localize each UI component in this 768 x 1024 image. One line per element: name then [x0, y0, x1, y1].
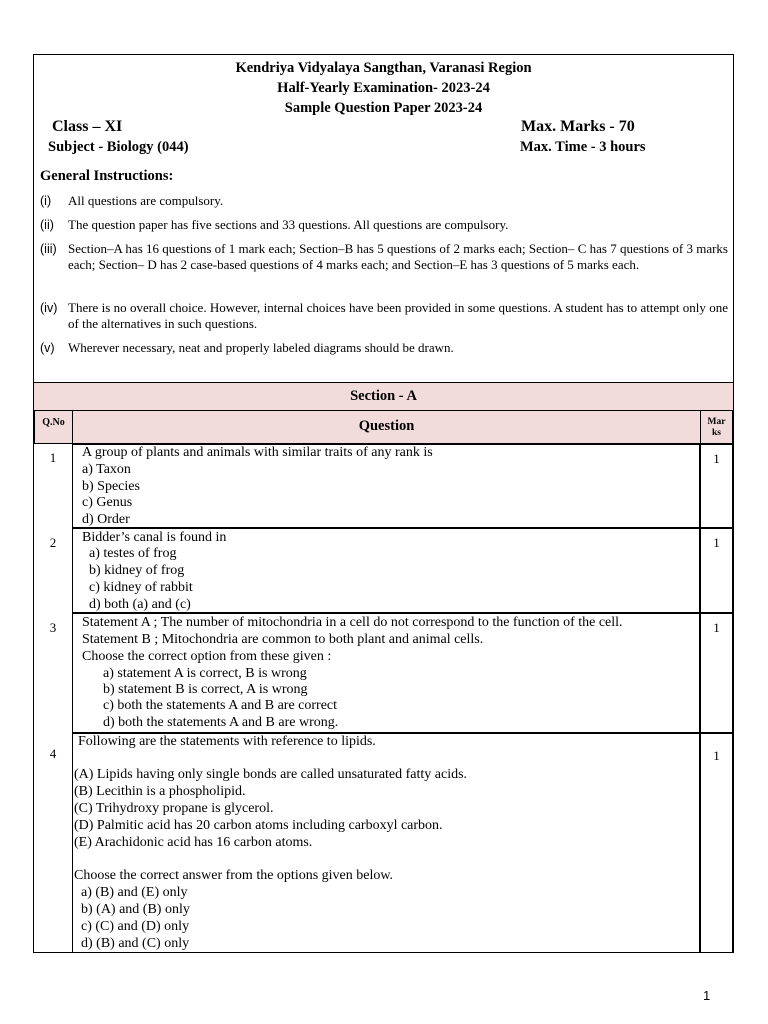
column-header-marks	[700, 410, 733, 444]
question-cell	[72, 613, 700, 733]
question-text: Choose the correct option from these given :	[82, 649, 332, 664]
qno-header-label: Q.No	[42, 417, 65, 428]
question-text: Bidder’s canal is found in	[82, 530, 227, 545]
header-exam: Half-Yearly Examination- 2023-24	[277, 80, 490, 96]
question-number: 4	[49, 746, 57, 761]
question-text: Statement A ; The number of mitochondria in a cell do not correspond to the function of the cell.	[82, 615, 623, 630]
question-number: 1	[49, 450, 57, 465]
instruction-item	[40, 340, 730, 356]
question-option: c) (C) and (D) only	[81, 919, 190, 934]
question-option: b) Species	[82, 479, 140, 494]
instruction-item	[40, 193, 730, 209]
question-option: b) (A) and (B) only	[81, 902, 190, 917]
marks-cell: 1	[700, 733, 733, 953]
question-statement: (B) Lecithin is a phospholipid.	[74, 784, 246, 799]
subject-label: Subject - Biology (044)	[48, 139, 189, 155]
question-option: d) both (a) and (c)	[89, 597, 191, 612]
instruction-text: There is no overall choice. However, internal choices have been provided in some questions. A student has to attempt only one of the alternatives in such questions.	[68, 300, 728, 331]
instructions-title: General Instructions:	[40, 168, 174, 184]
section-title: Section - A	[350, 388, 417, 404]
question-cell	[72, 528, 700, 613]
instruction-number: (ii)	[40, 218, 54, 232]
column-header-qno	[34, 410, 73, 444]
question-header-label: Question	[358, 418, 415, 434]
question-option: d) Order	[82, 512, 130, 527]
class-label: Class – XI	[52, 118, 123, 135]
question-option: c) kidney of rabbit	[89, 580, 193, 595]
instruction-number: (iii)	[40, 242, 57, 256]
max-marks: Max. Marks - 70	[521, 118, 635, 135]
question-number: 3	[49, 620, 57, 635]
question-statement: (A) Lipids having only single bonds are called unsaturated fatty acids.	[74, 767, 468, 782]
header-paper: Sample Question Paper 2023-24	[284, 100, 483, 116]
header-region: Kendriya Vidyalaya Sangthan, Varanasi Region	[235, 60, 532, 76]
instruction-item	[40, 241, 730, 291]
instruction-text: Wherever necessary, neat and properly labeled diagrams should be drawn.	[68, 340, 454, 355]
page-number: 1	[703, 988, 711, 1003]
question-cell	[72, 733, 700, 953]
question-option: d) (B) and (C) only	[81, 936, 190, 951]
column-header-question	[72, 410, 701, 444]
paper-header	[34, 58, 733, 118]
marks-cell: 1	[700, 528, 733, 613]
question-text: Following are the statements with reference to lipids.	[78, 734, 376, 749]
question-option: c) both the statements A and B are correct	[103, 698, 338, 713]
instruction-item	[40, 217, 730, 233]
question-statement: (C) Trihydroxy propane is glycerol.	[74, 801, 274, 816]
question-option: b) kidney of frog	[89, 563, 185, 578]
question-option: b) statement B is correct, A is wrong	[103, 682, 308, 697]
instruction-number: (iv)	[40, 301, 58, 315]
marks-cell: 1	[700, 444, 733, 528]
marks-header-line: Mar	[707, 417, 726, 427]
question-statement: (E) Arachidonic acid has 16 carbon atoms.	[74, 835, 313, 850]
instruction-number: (i)	[40, 194, 52, 208]
question-cell	[72, 444, 700, 528]
question-text: Choose the correct answer from the options given below.	[74, 868, 394, 883]
question-option: a) testes of frog	[89, 546, 177, 561]
instruction-text: The question paper has five sections and 33 questions. All questions are compulsory.	[68, 217, 509, 232]
question-number: 2	[49, 535, 57, 550]
instruction-number: (v)	[40, 341, 55, 355]
question-option: d) both the statements A and B are wrong.	[103, 715, 339, 730]
instruction-text: Section–A has 16 questions of 1 mark each; Section–B has 5 questions of 2 marks each; Section– C has 7 questions of 3 marks each; Section– D has 2 case-based questions of 4 marks each; and Section–E has 3 questions of 5 marks each.	[68, 241, 728, 272]
section-heading	[34, 382, 733, 412]
instruction-item	[40, 300, 730, 334]
question-text: Statement B ; Mitochondria are common to both plant and animal cells.	[82, 632, 484, 647]
instruction-text: All questions are compulsory.	[68, 193, 224, 208]
marks-header-line: ks	[712, 428, 721, 438]
question-text: A group of plants and animals with similar traits of any rank is	[82, 445, 433, 460]
marks-cell: 1	[700, 613, 733, 733]
question-statement: (D) Palmitic acid has 20 carbon atoms including carboxyl carbon.	[74, 818, 443, 833]
marks-header-label	[701, 411, 732, 439]
max-time: Max. Time - 3 hours	[520, 139, 646, 155]
question-option: a) Taxon	[82, 462, 131, 477]
question-option: a) (B) and (E) only	[81, 885, 188, 900]
question-option: a) statement A is correct, B is wrong	[103, 666, 307, 681]
question-option: c) Genus	[82, 495, 133, 510]
